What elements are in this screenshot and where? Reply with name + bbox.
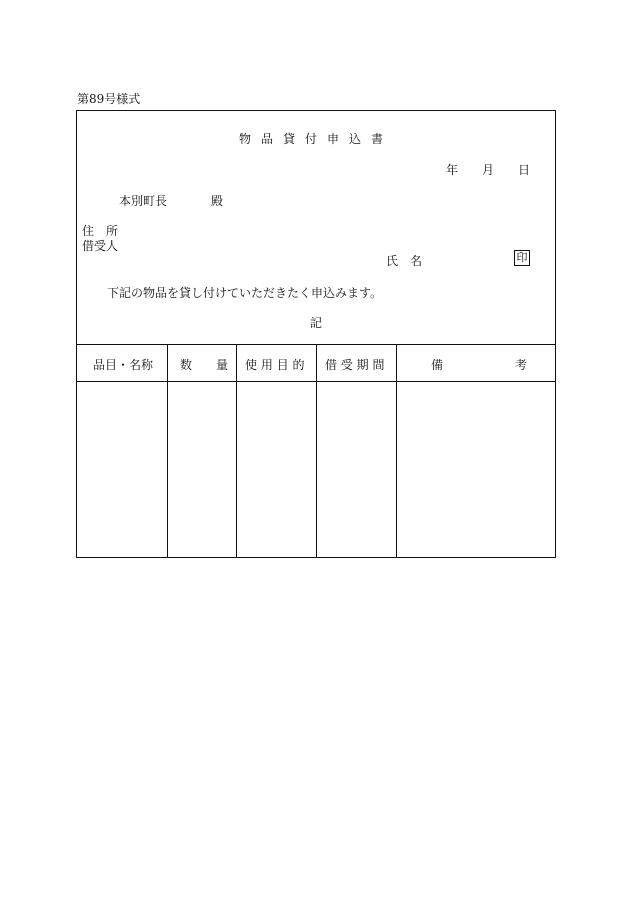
date-year-label: 年 xyxy=(446,163,459,177)
body-text: 下記の物品を貸し付けていただきたく申込みます。 xyxy=(107,286,383,300)
seal-icon: 印 xyxy=(514,250,530,266)
header-purpose: 使 用 目 的 xyxy=(245,358,305,372)
addressee-name: 本別町長 xyxy=(119,194,168,208)
ki-label: 記 xyxy=(309,316,322,330)
borrower-label: 借受人 xyxy=(82,239,119,253)
seal-mark xyxy=(514,250,530,266)
date-month-label: 月 xyxy=(482,163,495,177)
column-divider xyxy=(396,345,397,557)
column-divider xyxy=(316,345,317,557)
date-day-label: 日 xyxy=(518,163,531,177)
header-quantity: 数 量 xyxy=(180,358,229,372)
addressee-honorific: 殿 xyxy=(211,194,224,208)
header-remarks: 備 考 xyxy=(431,358,528,372)
column-divider xyxy=(236,345,237,557)
column-divider xyxy=(167,345,168,557)
application-form xyxy=(76,110,556,558)
header-item-name: 品目・名称 xyxy=(93,358,154,372)
name-label: 氏 名 xyxy=(386,254,423,268)
address-label: 住 所 xyxy=(82,224,119,238)
items-table xyxy=(77,344,555,557)
form-title: 物品貸付申込書 xyxy=(238,132,393,146)
form-number: 第89号様式 xyxy=(77,92,141,106)
header-period: 借 受 期 間 xyxy=(325,358,385,372)
